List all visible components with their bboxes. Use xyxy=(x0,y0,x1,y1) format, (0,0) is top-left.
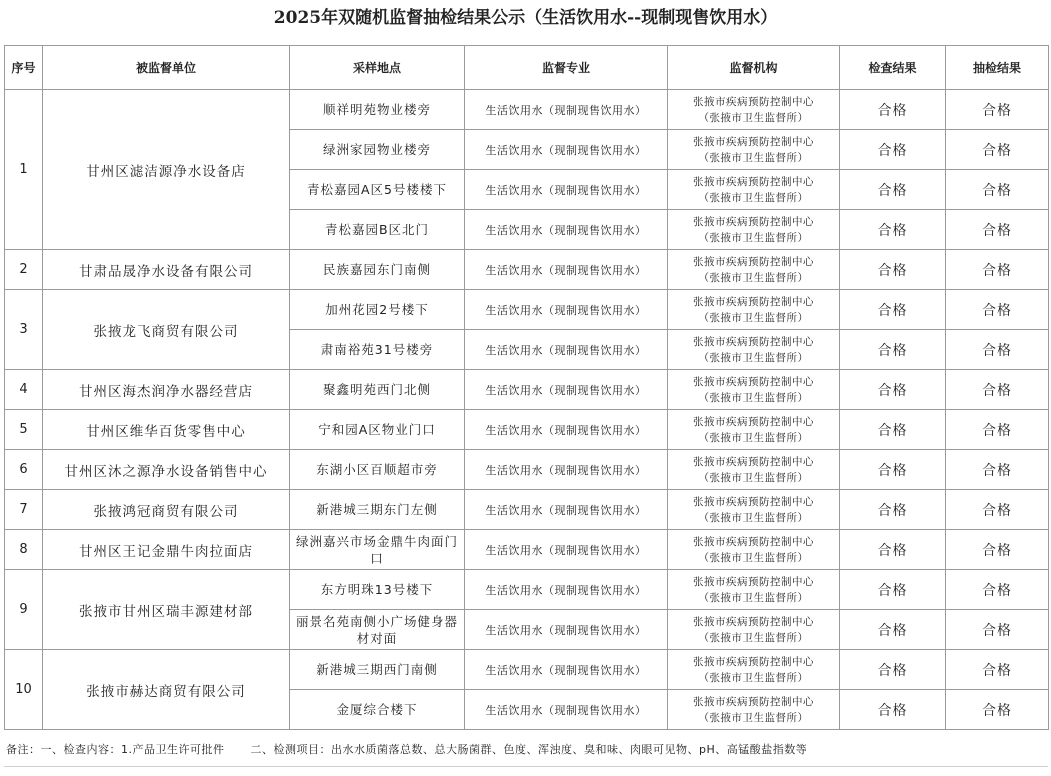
table-row xyxy=(5,530,1049,570)
org-name: 张掖市疾病预防控制中心 xyxy=(693,295,814,308)
note-testing: 二、检测项目：出水水质菌落总数、总大肠菌群、色度、浑浊度、臭和味、肉眼可见物、pH、高锰酸盐指数等 xyxy=(250,743,808,756)
seq-cell: 8 xyxy=(5,530,43,570)
results-table xyxy=(4,45,1049,730)
org-cell xyxy=(668,410,840,450)
sampling-result-cell: 合格 xyxy=(946,130,1049,170)
header-sampling-result: 抽检结果 xyxy=(946,46,1049,90)
sampling-result-cell: 合格 xyxy=(946,450,1049,490)
location-cell: 丽景名苑南侧小广场健身器材对面 xyxy=(290,610,465,650)
inspection-result-cell: 合格 xyxy=(840,530,946,570)
org-cell xyxy=(668,530,840,570)
sampling-result-cell: 合格 xyxy=(946,250,1049,290)
table-row xyxy=(5,370,1049,410)
header-unit: 被监督单位 xyxy=(43,46,290,90)
org-subname: （张掖市卫生监督所） xyxy=(698,351,809,364)
sampling-result-cell: 合格 xyxy=(946,690,1049,730)
seq-cell: 1 xyxy=(5,90,43,250)
table-row xyxy=(5,90,1049,130)
specialty-cell: 生活饮用水（现制现售饮用水） xyxy=(465,530,668,570)
org-name: 张掖市疾病预防控制中心 xyxy=(693,455,814,468)
sampling-result-cell: 合格 xyxy=(946,330,1049,370)
sampling-result-cell: 合格 xyxy=(946,370,1049,410)
seq-cell: 4 xyxy=(5,370,43,410)
org-name: 张掖市疾病预防控制中心 xyxy=(693,695,814,708)
seq-cell: 3 xyxy=(5,290,43,370)
header-specialty: 监督专业 xyxy=(465,46,668,90)
unit-cell: 甘州区滤洁源净水设备店 xyxy=(43,90,290,250)
inspection-result-cell: 合格 xyxy=(840,490,946,530)
sampling-result-cell: 合格 xyxy=(946,410,1049,450)
sampling-result-cell: 合格 xyxy=(946,90,1049,130)
org-name: 张掖市疾病预防控制中心 xyxy=(693,535,814,548)
header-location: 采样地点 xyxy=(290,46,465,90)
org-subname: （张掖市卫生监督所） xyxy=(698,311,809,324)
sampling-result-cell: 合格 xyxy=(946,650,1049,690)
org-subname: （张掖市卫生监督所） xyxy=(698,231,809,244)
inspection-result-cell: 合格 xyxy=(840,170,946,210)
org-cell xyxy=(668,650,840,690)
inspection-result-cell: 合格 xyxy=(840,410,946,450)
org-name: 张掖市疾病预防控制中心 xyxy=(693,375,814,388)
inspection-result-cell: 合格 xyxy=(840,210,946,250)
org-name: 张掖市疾病预防控制中心 xyxy=(693,655,814,668)
org-cell xyxy=(668,330,840,370)
unit-cell: 张掖鸿冠商贸有限公司 xyxy=(43,490,290,530)
org-name: 张掖市疾病预防控制中心 xyxy=(693,95,814,108)
specialty-cell: 生活饮用水（现制现售饮用水） xyxy=(465,370,668,410)
table-row xyxy=(5,450,1049,490)
inspection-result-cell: 合格 xyxy=(840,650,946,690)
location-cell: 青松嘉园A区5号楼楼下 xyxy=(290,170,465,210)
seq-cell: 10 xyxy=(5,650,43,730)
location-cell: 民族嘉园东门南侧 xyxy=(290,250,465,290)
org-subname: （张掖市卫生监督所） xyxy=(698,711,809,724)
sampling-result-cell: 合格 xyxy=(946,490,1049,530)
org-subname: （张掖市卫生监督所） xyxy=(698,111,809,124)
org-subname: （张掖市卫生监督所） xyxy=(698,191,809,204)
header-seq: 序号 xyxy=(5,46,43,90)
seq-cell: 6 xyxy=(5,450,43,490)
specialty-cell: 生活饮用水（现制现售饮用水） xyxy=(465,210,668,250)
specialty-cell: 生活饮用水（现制现售饮用水） xyxy=(465,450,668,490)
location-cell: 聚鑫明苑西门北侧 xyxy=(290,370,465,410)
org-name: 张掖市疾病预防控制中心 xyxy=(693,255,814,268)
org-subname: （张掖市卫生监督所） xyxy=(698,591,809,604)
location-cell: 新港城三期西门南侧 xyxy=(290,650,465,690)
location-cell: 宁和园A区物业门口 xyxy=(290,410,465,450)
org-subname: （张掖市卫生监督所） xyxy=(698,151,809,164)
org-cell xyxy=(668,250,840,290)
location-cell: 绿洲嘉兴市场金鼎牛肉面门口 xyxy=(290,530,465,570)
specialty-cell: 生活饮用水（现制现售饮用水） xyxy=(465,410,668,450)
org-cell xyxy=(668,290,840,330)
org-subname: （张掖市卫生监督所） xyxy=(698,431,809,444)
org-subname: （张掖市卫生监督所） xyxy=(698,631,809,644)
sampling-result-cell: 合格 xyxy=(946,570,1049,610)
org-cell xyxy=(668,370,840,410)
inspection-result-cell: 合格 xyxy=(840,90,946,130)
inspection-result-cell: 合格 xyxy=(840,690,946,730)
header-row xyxy=(5,46,1049,90)
table-row xyxy=(5,410,1049,450)
org-cell xyxy=(668,170,840,210)
location-cell: 东方明珠13号楼下 xyxy=(290,570,465,610)
org-name: 张掖市疾病预防控制中心 xyxy=(693,615,814,628)
unit-cell: 甘州区维华百货零售中心 xyxy=(43,410,290,450)
org-subname: （张掖市卫生监督所） xyxy=(698,391,809,404)
org-subname: （张掖市卫生监督所） xyxy=(698,551,809,564)
location-cell: 青松嘉园B区北门 xyxy=(290,210,465,250)
org-subname: （张掖市卫生监督所） xyxy=(698,471,809,484)
specialty-cell: 生活饮用水（现制现售饮用水） xyxy=(465,690,668,730)
location-cell: 金厦综合楼下 xyxy=(290,690,465,730)
location-cell: 加州花园2号楼下 xyxy=(290,290,465,330)
sampling-result-cell: 合格 xyxy=(946,290,1049,330)
table-row xyxy=(5,250,1049,290)
org-name: 张掖市疾病预防控制中心 xyxy=(693,575,814,588)
org-name: 张掖市疾病预防控制中心 xyxy=(693,175,814,188)
org-subname: （张掖市卫生监督所） xyxy=(698,671,809,684)
org-cell xyxy=(668,610,840,650)
specialty-cell: 生活饮用水（现制现售饮用水） xyxy=(465,610,668,650)
org-cell xyxy=(668,90,840,130)
unit-cell: 甘州区海杰润净水器经营店 xyxy=(43,370,290,410)
unit-cell: 张掖龙飞商贸有限公司 xyxy=(43,290,290,370)
specialty-cell: 生活饮用水（现制现售饮用水） xyxy=(465,130,668,170)
inspection-result-cell: 合格 xyxy=(840,130,946,170)
specialty-cell: 生活饮用水（现制现售饮用水） xyxy=(465,250,668,290)
org-cell xyxy=(668,490,840,530)
inspection-result-cell: 合格 xyxy=(840,290,946,330)
inspection-result-cell: 合格 xyxy=(840,250,946,290)
table-row xyxy=(5,570,1049,610)
seq-cell: 5 xyxy=(5,410,43,450)
location-cell: 顺祥明苑物业楼旁 xyxy=(290,90,465,130)
table-row xyxy=(5,490,1049,530)
unit-cell: 张掖市赫达商贸有限公司 xyxy=(43,650,290,730)
page-title: 2025年双随机监督抽检结果公示（生活饮用水--现制现售饮用水） xyxy=(273,8,778,28)
table-row xyxy=(5,650,1049,690)
seq-cell: 9 xyxy=(5,570,43,650)
inspection-result-cell: 合格 xyxy=(840,610,946,650)
header-inspection-result: 检查结果 xyxy=(840,46,946,90)
location-cell: 肃南裕苑31号楼旁 xyxy=(290,330,465,370)
org-name: 张掖市疾病预防控制中心 xyxy=(693,415,814,428)
seq-cell: 2 xyxy=(5,250,43,290)
specialty-cell: 生活饮用水（现制现售饮用水） xyxy=(465,170,668,210)
inspection-result-cell: 合格 xyxy=(840,450,946,490)
org-cell xyxy=(668,450,840,490)
sampling-result-cell: 合格 xyxy=(946,210,1049,250)
inspection-result-cell: 合格 xyxy=(840,570,946,610)
sampling-result-cell: 合格 xyxy=(946,530,1049,570)
specialty-cell: 生活饮用水（现制现售饮用水） xyxy=(465,570,668,610)
org-cell xyxy=(668,130,840,170)
table-row xyxy=(5,290,1049,330)
sampling-result-cell: 合格 xyxy=(946,610,1049,650)
table-body xyxy=(5,90,1049,730)
org-cell xyxy=(668,210,840,250)
org-name: 张掖市疾病预防控制中心 xyxy=(693,495,814,508)
unit-cell: 甘州区王记金鼎牛肉拉面店 xyxy=(43,530,290,570)
location-cell: 新港城三期东门左侧 xyxy=(290,490,465,530)
seq-cell: 7 xyxy=(5,490,43,530)
org-cell xyxy=(668,570,840,610)
specialty-cell: 生活饮用水（现制现售饮用水） xyxy=(465,490,668,530)
org-name: 张掖市疾病预防控制中心 xyxy=(693,135,814,148)
specialty-cell: 生活饮用水（现制现售饮用水） xyxy=(465,330,668,370)
header-org: 监督机构 xyxy=(668,46,840,90)
bottom-rule xyxy=(4,766,1048,767)
unit-cell: 张掖市甘州区瑞丰源建材部 xyxy=(43,570,290,650)
inspection-result-cell: 合格 xyxy=(840,370,946,410)
org-name: 张掖市疾病预防控制中心 xyxy=(693,335,814,348)
unit-cell: 甘州区沐之源净水设备销售中心 xyxy=(43,450,290,490)
specialty-cell: 生活饮用水（现制现售饮用水） xyxy=(465,90,668,130)
sampling-result-cell: 合格 xyxy=(946,170,1049,210)
location-cell: 东湖小区百顺超市旁 xyxy=(290,450,465,490)
unit-cell: 甘肃品晟净水设备有限公司 xyxy=(43,250,290,290)
footnote xyxy=(6,739,1046,761)
org-subname: （张掖市卫生监督所） xyxy=(698,511,809,524)
org-subname: （张掖市卫生监督所） xyxy=(698,271,809,284)
org-name: 张掖市疾病预防控制中心 xyxy=(693,215,814,228)
specialty-cell: 生活饮用水（现制现售饮用水） xyxy=(465,290,668,330)
inspection-result-cell: 合格 xyxy=(840,330,946,370)
location-cell: 绿洲家园物业楼旁 xyxy=(290,130,465,170)
specialty-cell: 生活饮用水（现制现售饮用水） xyxy=(465,650,668,690)
org-cell xyxy=(668,690,840,730)
note-inspection: 备注：一、检查内容：1.产品卫生许可批件 xyxy=(6,743,225,756)
